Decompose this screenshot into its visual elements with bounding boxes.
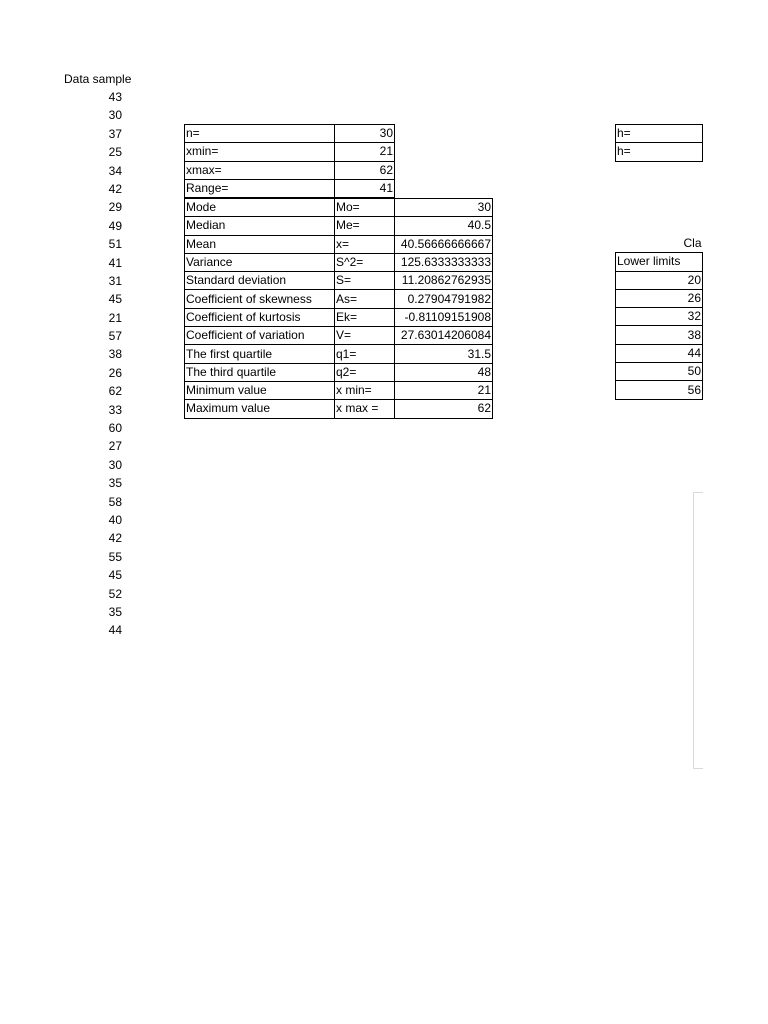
sample-value-cell[interactable]: 44 bbox=[108, 623, 122, 638]
table-row bbox=[185, 290, 493, 308]
table-row bbox=[185, 199, 493, 217]
sample-value-cell[interactable]: 34 bbox=[108, 163, 122, 178]
table-row bbox=[616, 125, 703, 143]
stat-value-cell[interactable]: 0.27904791982 bbox=[395, 290, 493, 308]
stat-symbol-cell[interactable]: x= bbox=[335, 235, 395, 253]
lower-limit-cell[interactable]: 38 bbox=[616, 326, 703, 344]
lower-limit-cell[interactable]: 56 bbox=[616, 381, 703, 399]
stat-value-cell[interactable]: 31.5 bbox=[395, 345, 493, 363]
stat-symbol-cell[interactable]: V= bbox=[335, 327, 395, 345]
sample-value-cell[interactable]: 35 bbox=[108, 604, 122, 619]
stat-symbol-cell[interactable]: q2= bbox=[335, 363, 395, 381]
sample-value-cell[interactable]: 30 bbox=[108, 108, 122, 123]
sample-value-cell[interactable]: 43 bbox=[108, 90, 122, 104]
table-row bbox=[185, 253, 493, 271]
table-row bbox=[185, 327, 493, 345]
sample-value-cell[interactable]: 27 bbox=[108, 439, 122, 454]
stat-symbol-cell[interactable]: S^2= bbox=[335, 253, 395, 271]
table-row bbox=[616, 344, 703, 362]
table-row bbox=[616, 326, 703, 344]
stat-value-cell[interactable]: 62 bbox=[395, 400, 493, 418]
lower-limit-cell[interactable]: 32 bbox=[616, 308, 703, 326]
stat-name-cell[interactable]: Mean bbox=[185, 235, 335, 253]
stat-name-cell[interactable]: Maximum value bbox=[185, 400, 335, 418]
sample-value-cell[interactable]: 58 bbox=[108, 494, 122, 509]
embedded-chart-frame[interactable] bbox=[693, 492, 703, 769]
class-width-table bbox=[615, 124, 703, 162]
stat-name-cell[interactable]: Median bbox=[185, 217, 335, 235]
stat-symbol-cell[interactable]: x max = bbox=[335, 400, 395, 418]
stat-value-cell[interactable]: 125.6333333333 bbox=[395, 253, 493, 271]
table-row bbox=[185, 272, 493, 290]
table-row bbox=[185, 345, 493, 363]
label-cell[interactable]: n= bbox=[185, 125, 335, 143]
stat-name-cell[interactable]: Coefficient of variation bbox=[185, 327, 335, 345]
stat-value-cell[interactable]: -0.81109151908 bbox=[395, 308, 493, 326]
value-cell[interactable]: 30 bbox=[335, 125, 395, 143]
sample-value-cell[interactable]: 45 bbox=[108, 292, 122, 307]
lower-limit-cell[interactable]: 50 bbox=[616, 363, 703, 381]
stat-symbol-cell[interactable]: q1= bbox=[335, 345, 395, 363]
table-row bbox=[185, 217, 493, 235]
sample-value-cell[interactable]: 60 bbox=[108, 421, 122, 436]
stat-name-cell[interactable]: The third quartile bbox=[185, 363, 335, 381]
table-row bbox=[185, 125, 395, 143]
stat-value-cell[interactable]: 40.56666666667 bbox=[395, 235, 493, 253]
sample-value-cell[interactable]: 41 bbox=[108, 255, 122, 270]
sample-value-cell[interactable]: 40 bbox=[108, 512, 122, 527]
column-label-cell[interactable]: Lower limits bbox=[616, 253, 703, 271]
table-row bbox=[185, 179, 395, 197]
sample-value-cell[interactable]: 45 bbox=[108, 568, 122, 583]
table-row bbox=[616, 289, 703, 307]
sample-value-cell[interactable]: 42 bbox=[108, 531, 122, 546]
lower-limit-cell[interactable]: 44 bbox=[616, 344, 703, 362]
sample-value-cell[interactable]: 62 bbox=[108, 384, 122, 399]
h-label-cell[interactable]: h= bbox=[616, 125, 703, 143]
class-intervals-table bbox=[615, 235, 703, 400]
table-row bbox=[185, 308, 493, 326]
table-row bbox=[616, 143, 703, 161]
sample-value-cell[interactable]: 30 bbox=[108, 457, 122, 472]
sample-value-cell[interactable]: 57 bbox=[108, 329, 122, 344]
stat-symbol-cell[interactable]: S= bbox=[335, 272, 395, 290]
value-cell[interactable]: 62 bbox=[335, 161, 395, 179]
stat-symbol-cell[interactable]: Ek= bbox=[335, 308, 395, 326]
sample-value-cell[interactable]: 49 bbox=[108, 218, 122, 233]
table-row bbox=[616, 235, 703, 253]
label-cell[interactable]: xmax= bbox=[185, 161, 335, 179]
descriptive-statistics-table bbox=[184, 198, 493, 419]
table-row bbox=[616, 253, 703, 271]
stat-name-cell[interactable]: Variance bbox=[185, 253, 335, 271]
sample-value-cell[interactable]: 31 bbox=[108, 273, 122, 288]
table-row bbox=[616, 381, 703, 399]
label-cell[interactable]: Range= bbox=[185, 179, 335, 197]
stat-value-cell[interactable]: 30 bbox=[395, 199, 493, 217]
label-cell[interactable]: xmin= bbox=[185, 143, 335, 161]
basic-measures-table bbox=[184, 124, 395, 198]
data-sample-column bbox=[64, 88, 122, 640]
value-cell[interactable]: 41 bbox=[335, 179, 395, 197]
stat-value-cell[interactable]: 21 bbox=[395, 381, 493, 399]
table-row bbox=[185, 143, 395, 161]
sample-value-cell[interactable]: 52 bbox=[108, 586, 122, 601]
table-row bbox=[616, 308, 703, 326]
stat-symbol-cell[interactable]: x min= bbox=[335, 381, 395, 399]
lower-limit-cell[interactable]: 26 bbox=[616, 289, 703, 307]
stat-name-cell[interactable]: Minimum value bbox=[185, 381, 335, 399]
table-row bbox=[616, 363, 703, 381]
sample-value-cell[interactable]: 29 bbox=[108, 200, 122, 215]
value-cell[interactable]: 21 bbox=[335, 143, 395, 161]
stat-symbol-cell[interactable]: Mo= bbox=[335, 199, 395, 217]
table-row bbox=[185, 400, 493, 418]
sample-value-cell[interactable]: 25 bbox=[108, 145, 122, 160]
stat-name-cell[interactable]: The first quartile bbox=[185, 345, 335, 363]
table-row bbox=[185, 235, 493, 253]
sample-value-cell[interactable]: 26 bbox=[108, 365, 122, 380]
stat-symbol-cell[interactable]: Me= bbox=[335, 217, 395, 235]
lower-limit-cell[interactable]: 20 bbox=[616, 271, 703, 289]
stat-value-cell[interactable]: 11.20862762935 bbox=[395, 272, 493, 290]
sample-value-cell[interactable]: 51 bbox=[108, 237, 122, 252]
stat-value-cell[interactable]: 40.5 bbox=[395, 217, 493, 235]
sample-value-cell[interactable]: 38 bbox=[108, 347, 122, 362]
sample-value-cell[interactable]: 21 bbox=[108, 310, 122, 325]
sample-value-cell[interactable]: 35 bbox=[108, 476, 122, 491]
sample-value-cell[interactable]: 55 bbox=[108, 549, 122, 564]
data-sample-title[interactable]: Data sample bbox=[64, 72, 132, 86]
table-row bbox=[185, 363, 493, 381]
stat-name-cell[interactable]: Coefficient of kurtosis bbox=[185, 308, 335, 326]
h-label-cell[interactable]: h= bbox=[616, 143, 703, 161]
stat-value-cell[interactable]: 27.63014206084 bbox=[395, 327, 493, 345]
stat-symbol-cell[interactable]: As= bbox=[335, 290, 395, 308]
stat-value-cell[interactable]: 48 bbox=[395, 363, 493, 381]
sample-value-cell[interactable]: 42 bbox=[108, 181, 122, 196]
sample-value-cell[interactable]: 33 bbox=[108, 402, 122, 417]
table-row bbox=[616, 271, 703, 289]
stat-name-cell[interactable]: Standard deviation bbox=[185, 272, 335, 290]
stat-name-cell[interactable]: Mode bbox=[185, 199, 335, 217]
table-row bbox=[185, 161, 395, 179]
classes-header-cell[interactable]: Cla bbox=[683, 236, 702, 251]
sample-value-cell[interactable]: 37 bbox=[108, 126, 122, 141]
table-row bbox=[185, 381, 493, 399]
stat-name-cell[interactable]: Coefficient of skewness bbox=[185, 290, 335, 308]
